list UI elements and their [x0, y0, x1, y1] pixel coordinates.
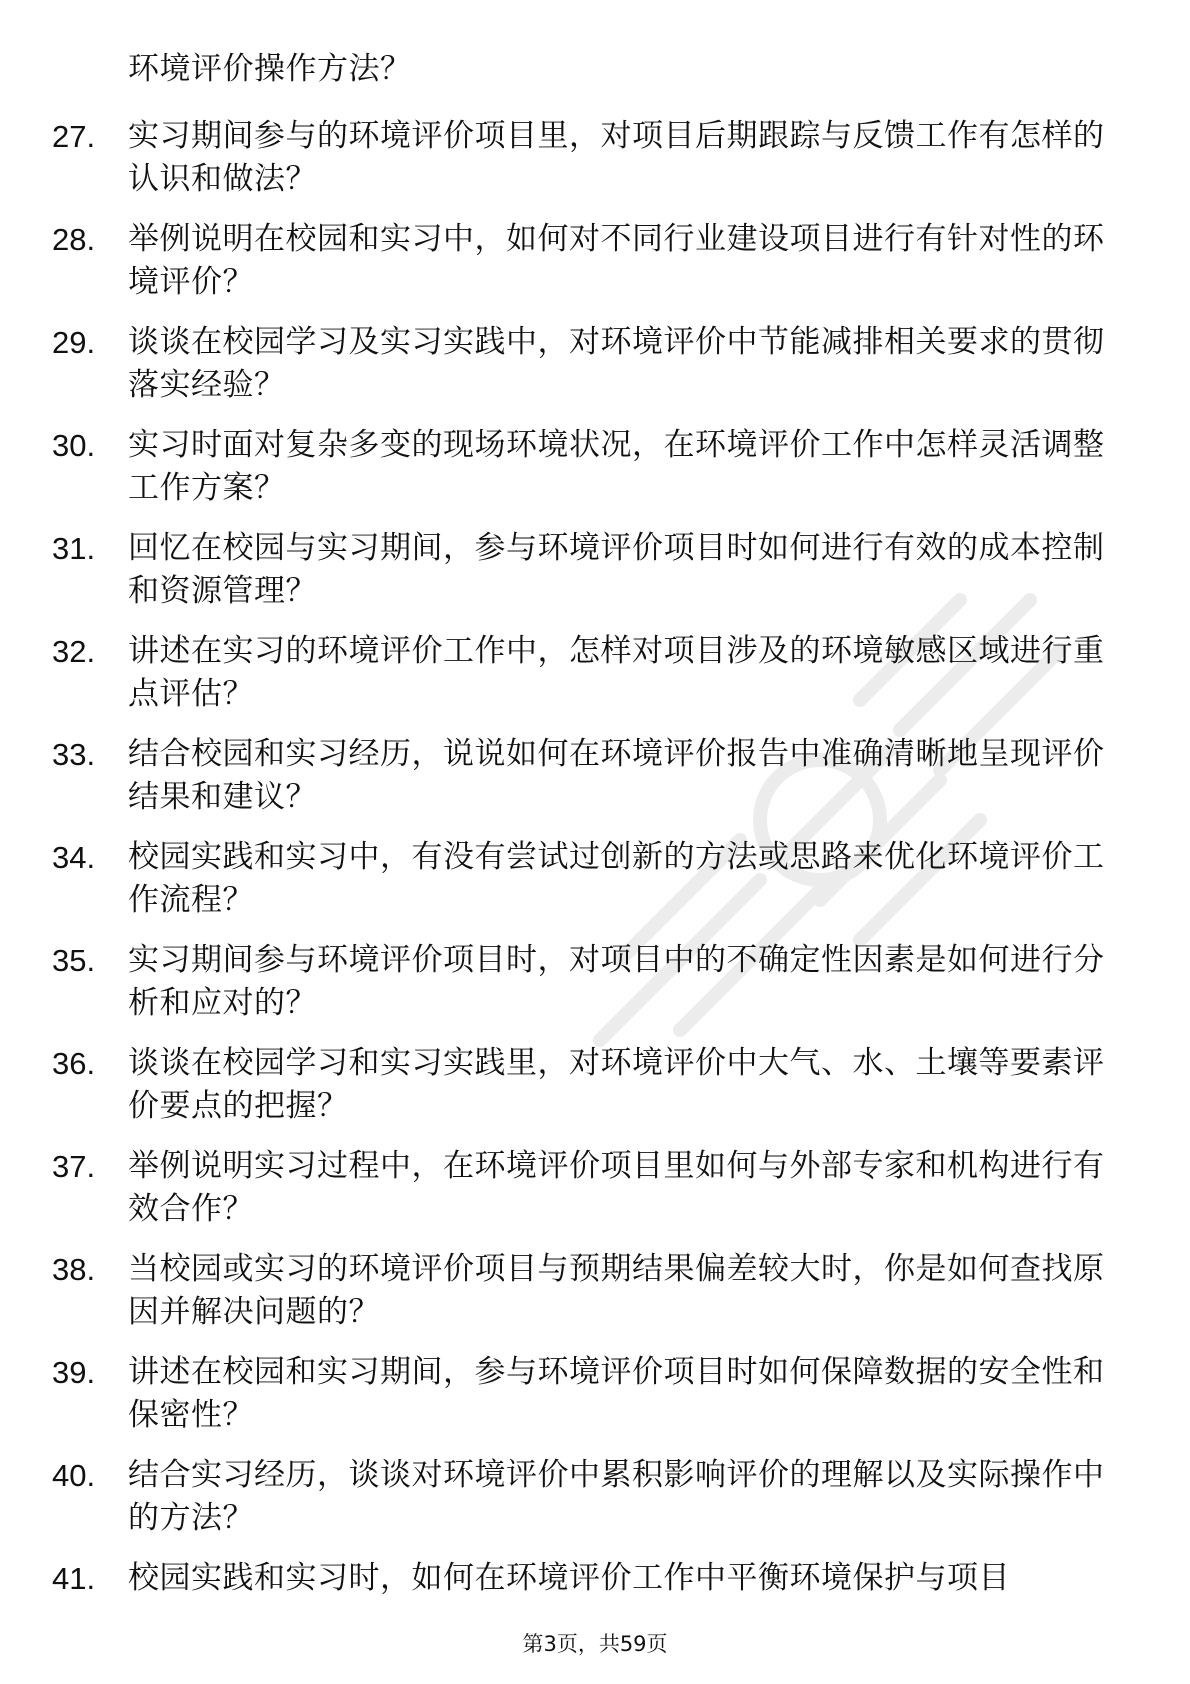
question-number: 33. — [52, 737, 96, 772]
question-number: 37. — [52, 1149, 96, 1184]
question-text: 回忆在校园与实习期间，参与环境评价项目时如何进行有效的成本控制和资源管理？ — [128, 530, 1105, 609]
question-number: 34. — [52, 840, 96, 875]
question-text: 举例说明实习过程中，在环境评价项目里如何与外部专家和机构进行有效合作？ — [128, 1148, 1105, 1227]
question-number: 35. — [52, 943, 96, 978]
question-item — [52, 527, 1122, 630]
question-text: 实习期间参与的环境评价项目里，对项目后期跟踪与反馈工作有怎样的认识和做法？ — [128, 118, 1105, 197]
question-number: 41. — [52, 1561, 96, 1596]
question-item — [52, 1042, 1122, 1145]
question-text: 谈谈在校园学习及实习实践中，对环境评价中节能减排相关要求的贯彻落实经验？ — [128, 324, 1105, 403]
question-item — [52, 115, 1122, 218]
question-text: 当校园或实习的环境评价项目与预期结果偏差较大时，你是如何查找原因并解决问题的？ — [128, 1251, 1105, 1330]
question-text: 谈谈在校园学习和实习实践里，对环境评价中大气、水、土壤等要素评价要点的把握？ — [128, 1045, 1105, 1124]
question-text: 讲述在校园和实习期间，参与环境评价项目时如何保障数据的安全性和保密性？ — [128, 1354, 1105, 1433]
question-number: 40. — [52, 1458, 96, 1493]
question-item — [52, 1351, 1122, 1454]
question-text: 实习期间参与环境评价项目时，对项目中的不确定性因素是如何进行分析和应对的？ — [128, 942, 1105, 1021]
question-text: 结合实习经历，谈谈对环境评价中累积影响评价的理解以及实际操作中的方法？ — [128, 1457, 1105, 1536]
question-item — [52, 836, 1122, 939]
question-item — [52, 630, 1122, 733]
question-text: 讲述在实习的环境评价工作中，怎样对项目涉及的环境敏感区域进行重点评估？ — [128, 633, 1105, 712]
question-number: 28. — [52, 222, 96, 257]
question-list — [52, 115, 1122, 1660]
question-number: 29. — [52, 325, 96, 360]
question-number: 38. — [52, 1252, 96, 1287]
question-text: 结合校园和实习经历，说说如何在环境评价报告中准确清晰地呈现评价结果和建议？ — [128, 736, 1105, 815]
question-item — [52, 1248, 1122, 1351]
question-item — [52, 1454, 1122, 1557]
question-item — [52, 321, 1122, 424]
question-text: 校园实践和实习时，如何在环境评价工作中平衡环境保护与项目 — [128, 1560, 1010, 1596]
question-number: 36. — [52, 1046, 96, 1081]
question-text: 举例说明在校园和实习中，如何对不同行业建设项目进行有针对性的环境评价？ — [128, 221, 1105, 300]
question-number: 32. — [52, 634, 96, 669]
question-item — [52, 1145, 1122, 1248]
question-item — [52, 218, 1122, 321]
continuation-text: 环境评价操作方法？ — [128, 51, 412, 87]
question-number: 39. — [52, 1355, 96, 1390]
question-number: 31. — [52, 531, 96, 566]
page-footer: 第3页，共59页 — [522, 1632, 668, 1656]
question-number: 30. — [52, 428, 96, 463]
question-item — [52, 939, 1122, 1042]
question-text: 校园实践和实习中，有没有尝试过创新的方法或思路来优化环境评价工作流程？ — [128, 839, 1105, 918]
question-item — [52, 424, 1122, 527]
question-item — [52, 733, 1122, 836]
question-number: 27. — [52, 119, 96, 154]
question-text: 实习时面对复杂多变的现场环境状况，在环境评价工作中怎样灵活调整工作方案？ — [128, 427, 1105, 506]
